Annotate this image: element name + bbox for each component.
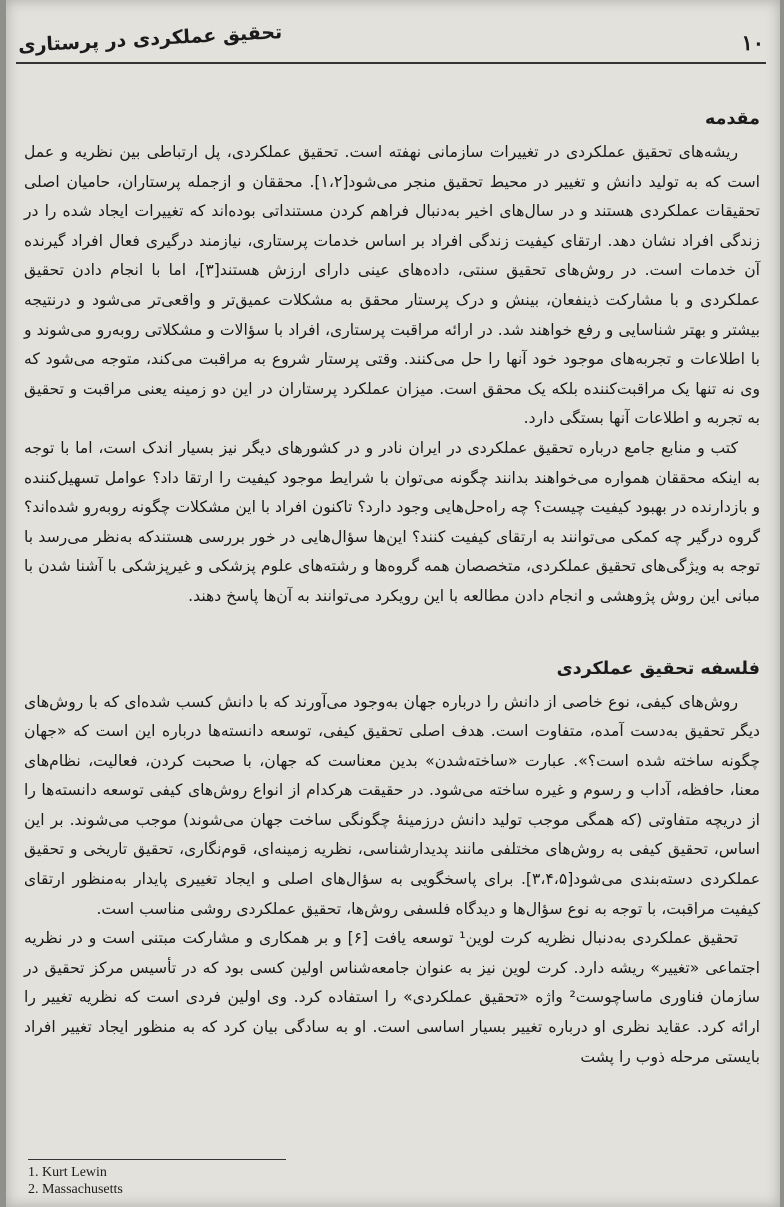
footnote-divider xyxy=(28,1159,286,1160)
paragraph: تحقیق عملکردی به‌دنبال نظریه کرت لوین¹ توسعه یافت [۶] و بر همکاری و مشارکت مبتنی است و در نظریه اجتماعی «تغییر» ریشه دارد. کرت لوین نیز به عنوان جامعه‌شناس اولین کسی بود که در تأسیس مرکز تحقیق در سازمان فناوری ماساچوست² واژه «تحقیق عملکردی» را استفاده کرد. وی اولین فردی است که نظریه تغییر را ارائه کرد. عقاید نظری او درباره تغییر بسیار اساسی است. او به سادگی بیان کرد که به منظور ایجاد تغییر افراد بایستی مرحله ذوب را پشت xyxy=(24,929,760,1066)
footnote: 2. Massachusetts xyxy=(28,1182,123,1197)
running-title: تحقیق عملکردی در پرستاری xyxy=(17,21,283,57)
page-number: ۱۰ xyxy=(741,30,764,55)
section-heading-introduction: مقدمه xyxy=(705,109,760,129)
header-divider xyxy=(16,62,766,64)
book-page xyxy=(6,0,780,1207)
footnote: 1. Kurt Lewin xyxy=(28,1165,107,1180)
paragraph: کتب و منابع جامع درباره تحقیق عملکردی در ایران نادر و در کشورهای دیگر نیز بسیار اندک است، اما با توجه به اینکه محققان همواره می‌خواهند بدانند چگونه می‌توان با شرایط موجود کیفیت را ارتقا داد؟ عوامل تسهیل‌کننده و بازدارنده در بهبود کیفیت چیست؟ چه راه‌حل‌هایی وجود دارد؟ تاکنون افراد با این مشکلات چگونه روبه‌رو شده‌اند؟ گروه درگیر چه کمکی می‌توانند به ارتقای کیفیت کنند؟ این‌ها سؤال‌هایی در خور بررسی هستندکه به‌نظر می‌رسد با توجه به ویژگی‌های تحقیق عملکردی، متخصصان همه گروه‌ها و رشته‌های علوم پزشکی و غیرپزشکی با آشنا شدن با مبانی این روش پژوهشی و انجام دادن مطالعه با این رویکرد می‌توانند به آن‌ها پاسخ دهند. xyxy=(24,438,760,605)
paragraph: روش‌های کیفی، نوع خاصی از دانش را درباره جهان به‌وجود می‌آورند که با دانش کسب شده‌ای که با روش‌های دیگر تحقیق به‌دست آمده، متفاوت است. هدف اصلی تحقیق کیفی، توسعه دانسته‌ها درباره این است که «جهان چگونه ساخته شده است؟». عبارت «ساخته‌شدن» بدین معناست که جهان، با صحبت کردن، فعالیت، نظام‌های معنا، حافظه، آداب و رسوم و غیره ساخته می‌شود. در حقیقت هرکدام از انواع روش‌های کیفی توسعه دانسته‌ها را از دریچه متفاوتی (که همگی موجب تولید دانش درزمینهٔ چگونگی ساخت جهان می‌شوند) موجب می‌شوند. بر این اساس، تحقیق کیفی به روش‌های مختلفی مانند پدیدارشناسی، نظریه زمینه‌ای، قوم‌نگاری، تحقیق تاریخی و تحقیق عملکردی دسته‌بندی می‌شود[۳،۴،۵]. برای پاسخگویی به سؤال‌های اصلی و ایجاد تغییری پایدار به‌منظور ارتقای کیفیت مراقبت، با توجه به نوع سؤال‌ها و دیدگاه فلسفی روش‌ها، تحقیق عملکردی روشی مناسب است. xyxy=(24,692,760,918)
page-header xyxy=(6,22,780,62)
body-text xyxy=(24,100,760,1072)
paragraph: ریشه‌های تحقیق عملکردی در تغییرات سازمانی نهفته است. تحقیق عملکردی، پل ارتباطی بین نظریه و عمل است که به تولید دانش و تغییر در محیط تحقیق منجر می‌شود[۱،۲]. محققان و ازجمله پرستاران، حامیان اصلی تحقیقات عملکردی هستند و در سال‌های اخیر به‌دنبال فراهم کردن مستنداتی بوده‌اند که تغییرات ایجاد شده را در زندگی افراد نشان دهد. ارتقای کیفیت زندگی افراد بر اساس خدمات پرستاری، نیازمند درگیری فعال افراد گیرنده آن خدمات است. در روش‌های تحقیق سنتی، داده‌های عینی دارای ارزش هستند[۳]، اما با انجام دادن تحقیق عملکردی و با مشارکت ذینفعان، بینش و درک پرستار محقق به مشکلات عمیق‌تر و واقعی‌تر می‌شود و درنتیجه بیشتر و بهتر شناسایی و رفع خواهند شد. در ارائه مراقبت پرستاری، افراد با سؤالات و مشکلاتی روبه‌رو می‌شوند و با اطلاعات و تجربه‌های موجود خود آنها را حل می‌کنند. وقتی پرستار شروع به مراقبت می‌کند، متوجه می‌شود که وی نه تنها یک مراقبت‌کننده بلکه یک محقق است. میزان عملکرد پرستاران در این دو زمینه یعنی مراقبت و تحقیق به تجربه و اطلاعات آنها بستگی دارد. xyxy=(24,143,761,428)
section-heading-philosophy: فلسفه تحقیق عملکردی xyxy=(556,658,760,679)
footnotes xyxy=(28,1164,123,1198)
